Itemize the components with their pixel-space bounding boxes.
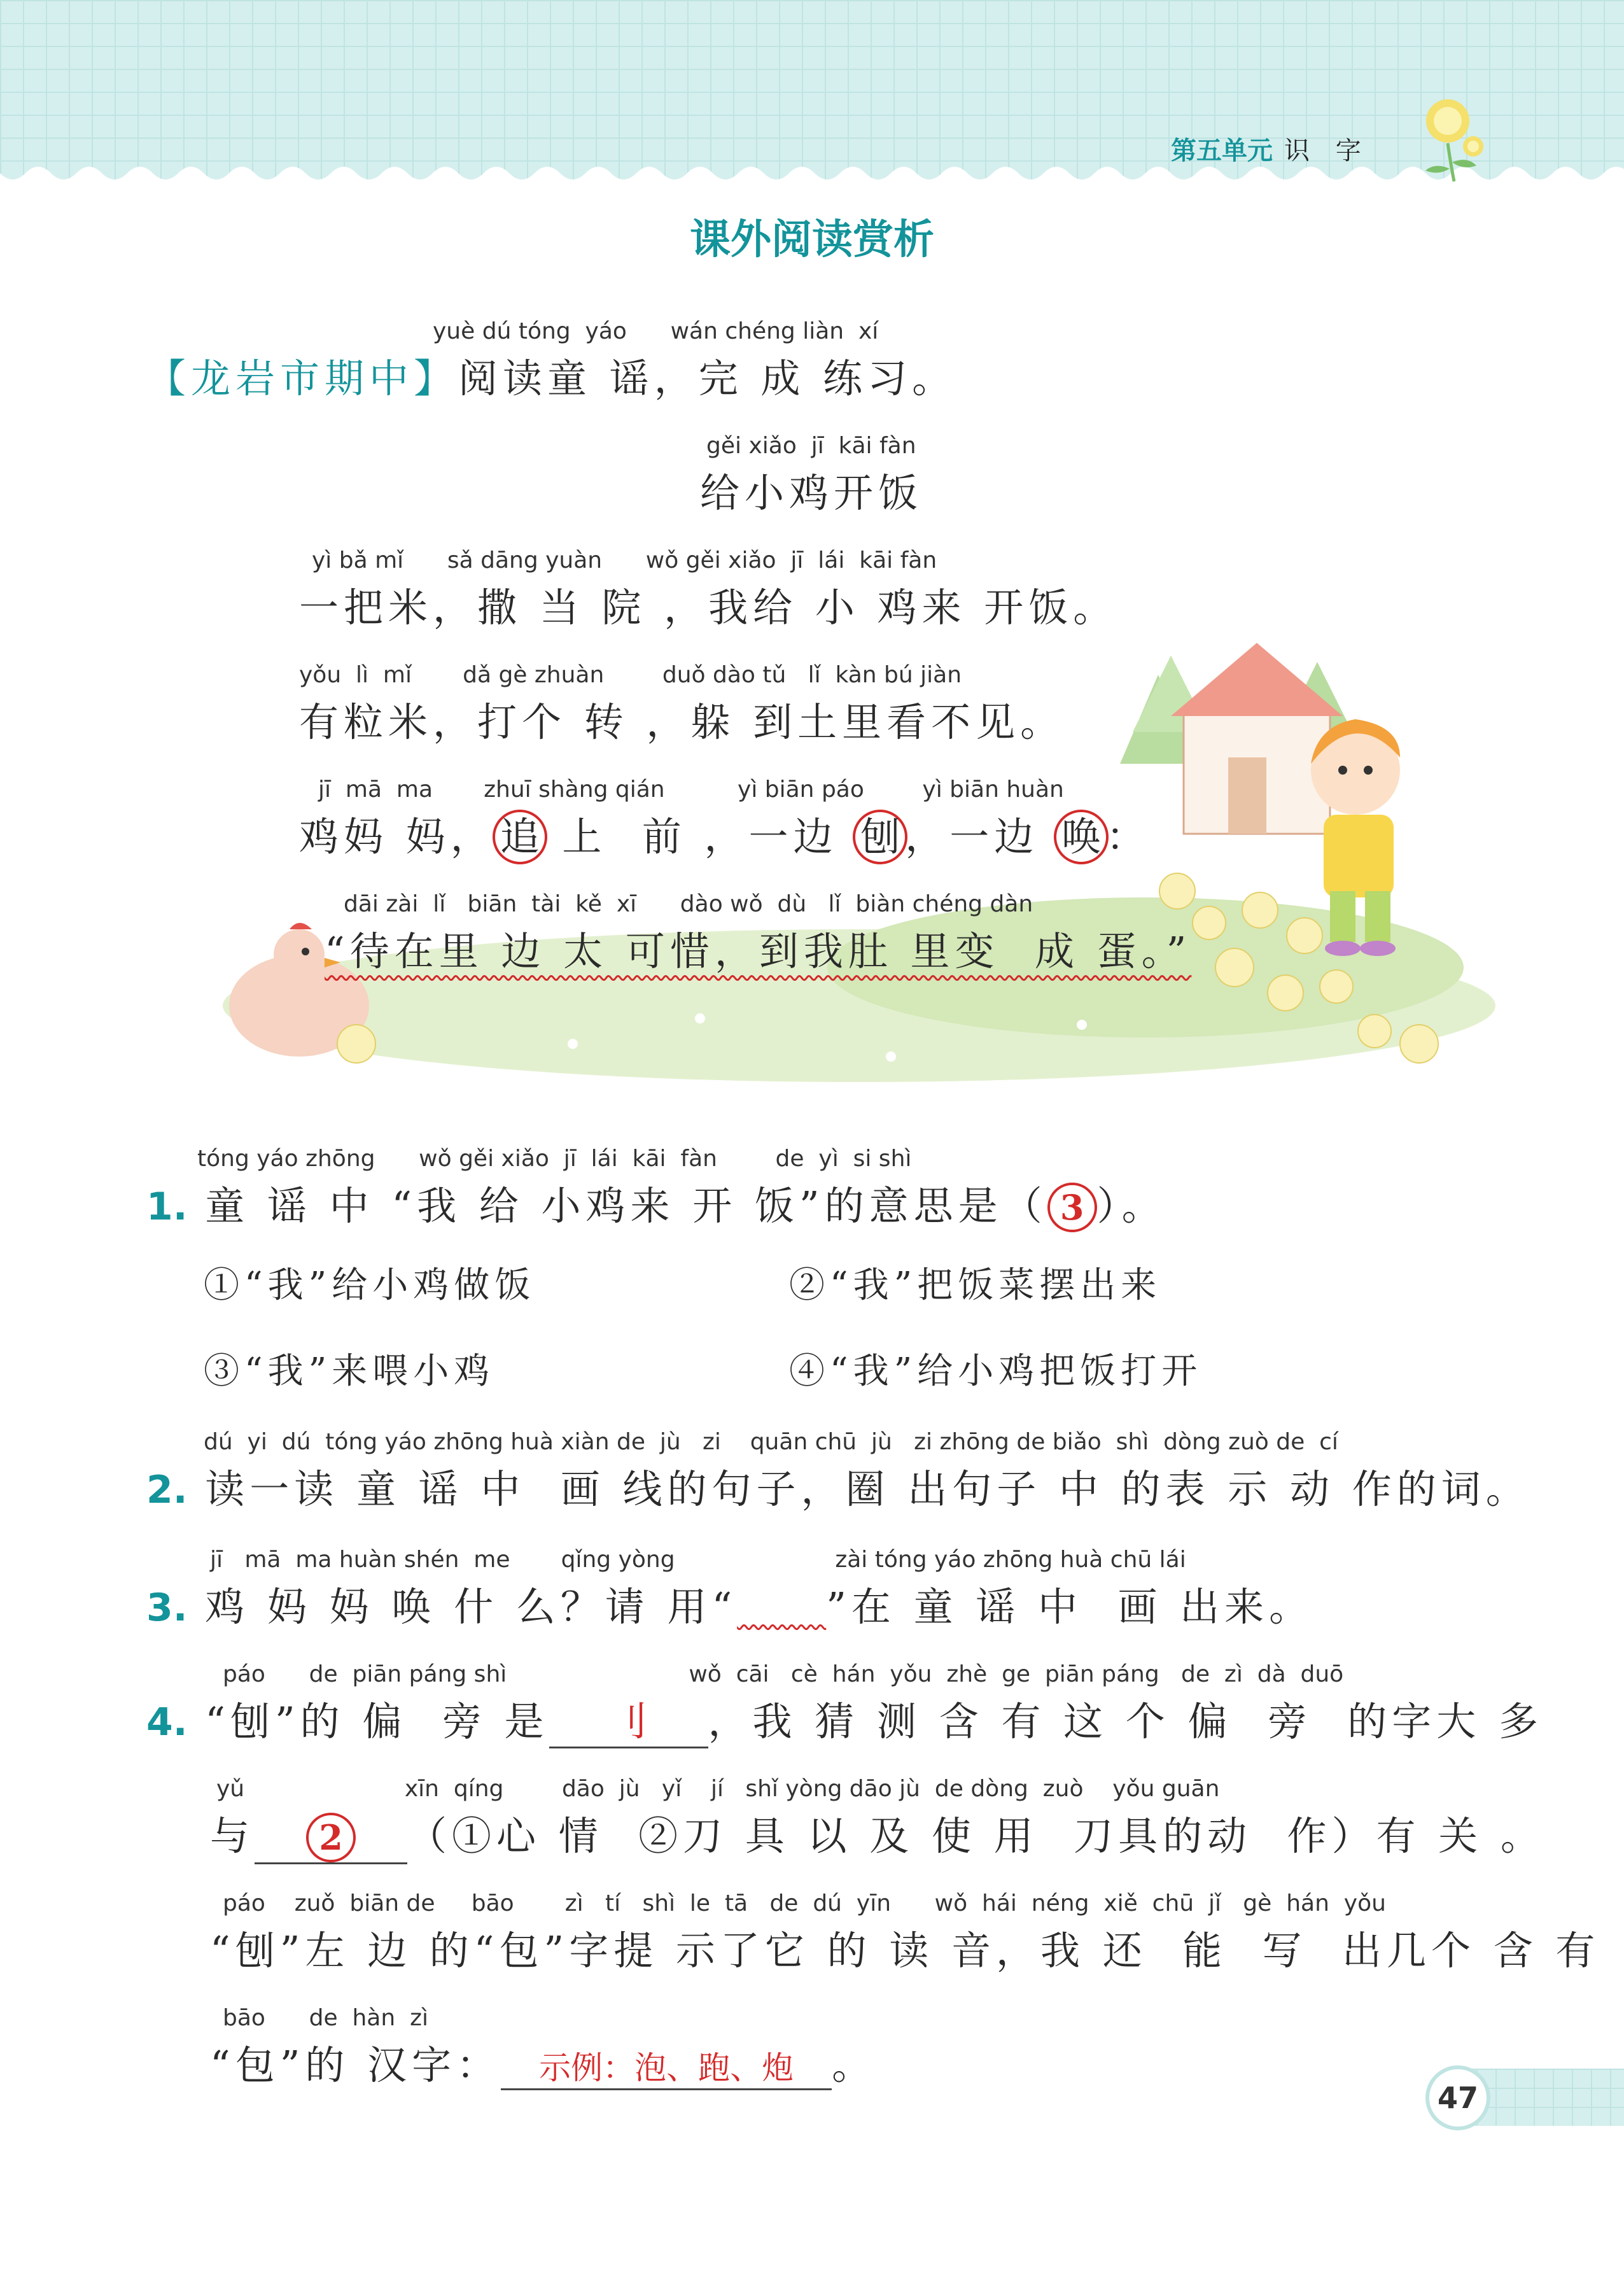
q4-line-3: “刨”左 边 的“包”字提 示了它 的 读 音，我 还 能 写 出几个 含 有: [210, 1927, 1600, 1974]
q4-line-4: “包”的 汉字： 示例：泡、跑、炮 。: [210, 2034, 876, 2090]
q1-pinyin: tóng yáo zhōng wǒ gěi xiǎo jī lái kāi fàn de yì si shì: [197, 1146, 912, 1172]
page-title: 课外阅读赏析: [690, 216, 934, 264]
q4-example-answer: 示例：泡、跑、炮: [501, 2042, 832, 2090]
circled-verb-dig: 刨: [853, 810, 907, 864]
q4-line-2-pinyin: yǔ xīn qíng dāo jù yǐ jí shǐ yòng dāo jù de dòng zuò yǒu guān: [216, 1776, 1220, 1802]
intro-line: [146, 347, 956, 404]
q4-pinyin: páo de piān páng shì wǒ cāi cè hán yǒu zhè ge piān páng de zì dà duō: [223, 1661, 1344, 1687]
poem-line-4-underlined: “待在里 边 太 可惜，到我肚 里变 成 蛋。”: [325, 928, 1192, 974]
q1-line: 1. 童 谣 中 “我 给 小鸡来 开 饭”的意思是（ 3 ）。: [146, 1174, 1166, 1232]
poem-line-1-pinyin: yì bǎ mǐ sǎ dāng yuàn wǒ gěi xiǎo jī lái kāi fàn: [312, 547, 937, 573]
poem-title: 给小鸡开饭: [700, 470, 923, 516]
unit-label: [1171, 130, 1370, 167]
circled-verb-chase: 追: [493, 810, 547, 864]
poem-line-4-pinyin: dāi zài lǐ biān tài kě xī dào wǒ dù lǐ biàn chéng dàn: [344, 891, 1033, 917]
unit-name: 第五单元: [1171, 136, 1273, 165]
page-number: 47: [1425, 2065, 1490, 2130]
unit-section: 识 字: [1284, 136, 1370, 165]
q4-line-3-pinyin: páo zuǒ biān de bāo zì tí shì le tā de dú yīn wǒ hái néng xiě chū jǐ gè hán yǒu: [223, 1890, 1386, 1916]
q1-option-4: ④“我”给小鸡把饭打开: [789, 1351, 1203, 1392]
q4-line-1: 4. “刨”的 偏 旁 是 刂 ，我 猜 测 含 有 这 个 偏 旁 的字大 多: [146, 1690, 1543, 1748]
q4-line-2: 与 2 （①心 情 ②刀 具 以 及 使 用 刀具的动 作）有 关 。: [210, 1804, 1545, 1864]
q2-line: 2. 读一读 童 谣 中 画 线的句子，圈 出句子 中 的表 示 动 作的词。: [146, 1466, 1530, 1512]
q1-number: 1.: [146, 1185, 188, 1229]
sunflower-icon: [1419, 95, 1502, 185]
circled-verb-call: 唤: [1054, 810, 1109, 864]
q2-number: 2.: [146, 1468, 188, 1512]
intro-pinyin: yuè dú tóng yáo wán chéng liàn xí: [433, 318, 879, 344]
q4-radical-answer: 刂: [549, 1690, 708, 1748]
poem-line-3: 鸡妈 妈， 追 上 前 ，一边 刨 ，一边 唤 ：: [299, 805, 1151, 864]
poem-line-1: 一把米，撒 当 院 ，我给 小 鸡来 开饭。: [299, 584, 1118, 631]
wavy-line-sample: [737, 1584, 826, 1630]
q1-answer: 3: [1047, 1183, 1097, 1232]
q4-choice-answer: 2: [306, 1813, 356, 1862]
source-tag: 【龙岩市期中】: [146, 355, 459, 402]
poem-line-2: 有粒米，打个 转 ，躲 到土里看不见。: [299, 699, 1065, 745]
q1-option-1: ①“我”给小鸡做饭: [204, 1265, 536, 1306]
q3-pinyin: jī mā ma huàn shén me qǐng yòng zài tóng yáo zhōng huà chū lái: [210, 1547, 1186, 1573]
q2-pinyin: dú yi dú tóng yáo zhōng huà xiàn de jù zi quān chū jù zi zhōng de biǎo shì dòng zuò de cí: [204, 1429, 1338, 1455]
q4-choice-blank: [255, 1813, 407, 1864]
header-grid-band: [0, 0, 1624, 185]
q4-line-4-pinyin: bāo de hàn zì: [223, 2005, 428, 2031]
poem-title-pinyin: gěi xiǎo jī kāi fàn: [706, 433, 916, 459]
q4-number: 4.: [146, 1700, 188, 1745]
illustration-chickens-boy-house: [191, 636, 1495, 1095]
q1-option-2: ②“我”把饭菜摆出来: [789, 1265, 1162, 1306]
q1-option-3: ③“我”来喂小鸡: [204, 1351, 495, 1392]
intro-text: 阅读童 谣，完 成 练习。: [458, 355, 957, 402]
header-wave-edge: [0, 167, 1624, 192]
q3-line: 3. 鸡 妈 妈 唤 什 么？请 用“ ”在 童 谣 中 画 出来。: [146, 1584, 1314, 1630]
poem-line-3-pinyin: jī mā ma zhuī shàng qián yì biān páo yì biān huàn: [318, 777, 1064, 803]
poem-line-2-pinyin: yǒu lì mǐ dǎ gè zhuàn duǒ dào tǔ lǐ kàn bú jiàn: [299, 662, 962, 688]
q3-number: 3.: [146, 1585, 188, 1630]
